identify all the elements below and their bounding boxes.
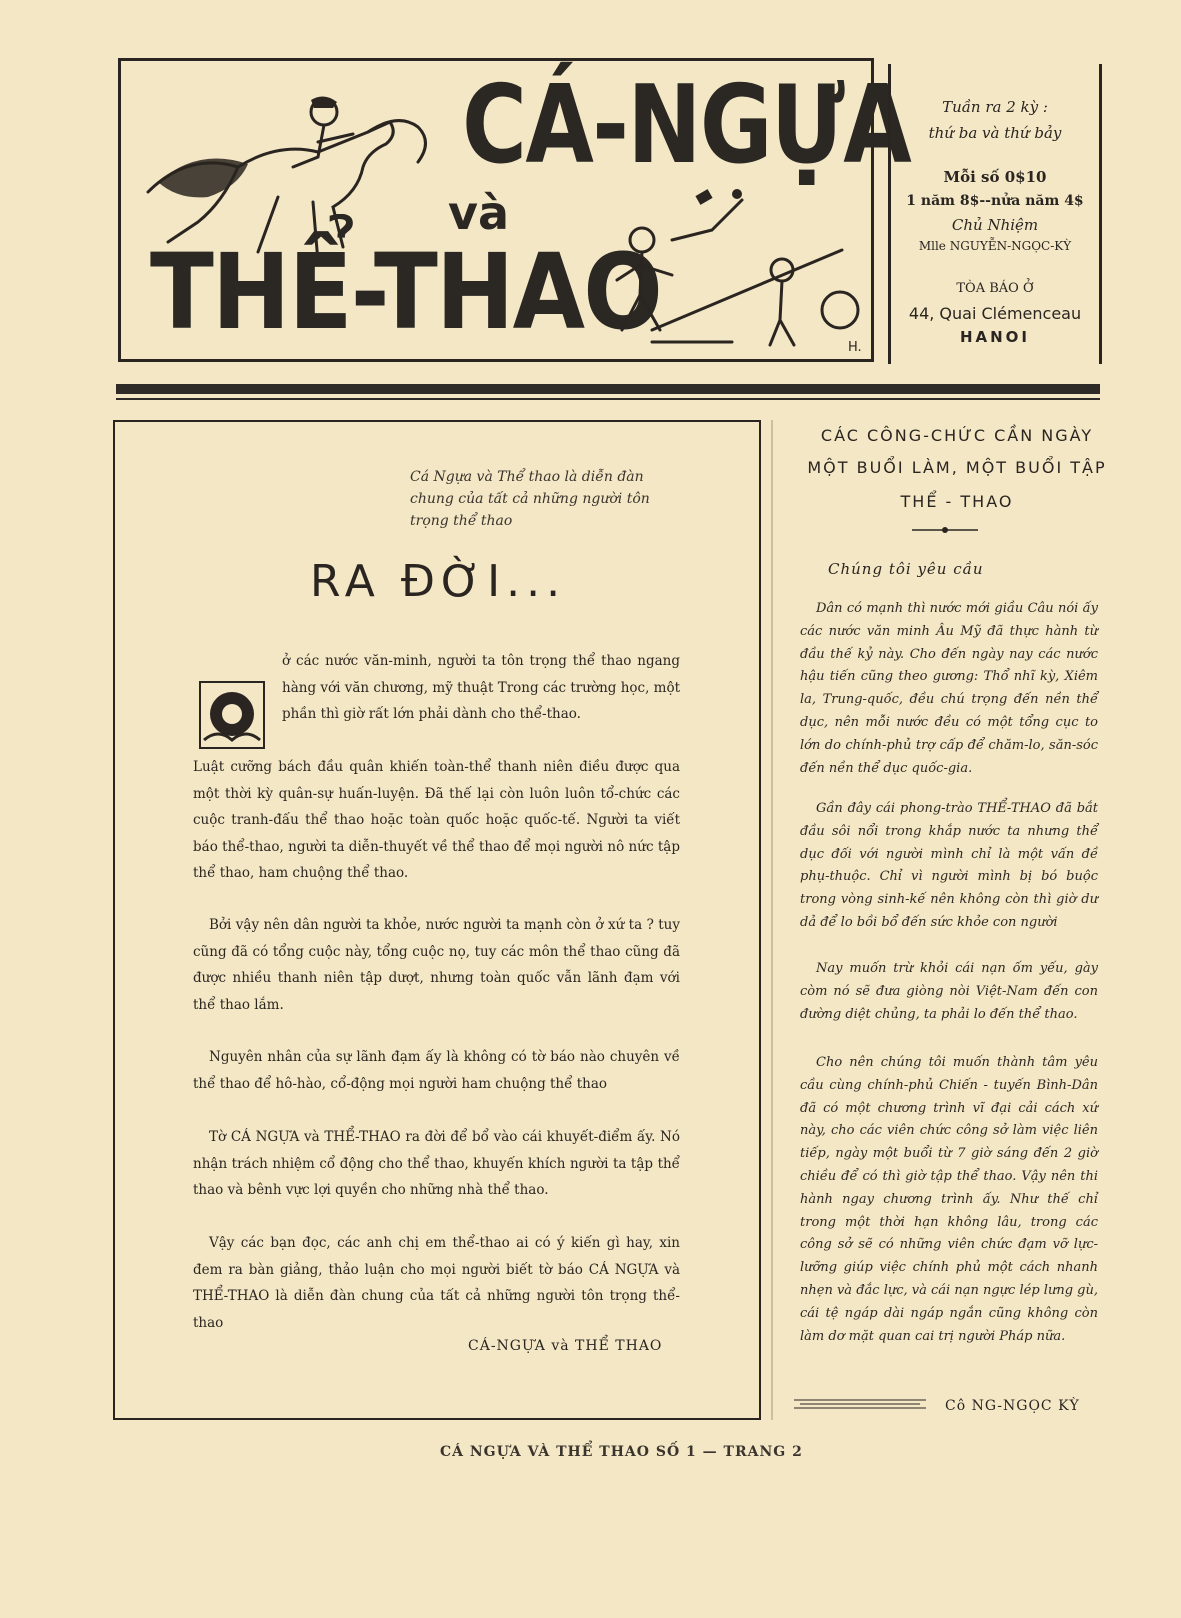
right-heading-line1: CÁC CÔNG-CHỨC CẦN NGÀY bbox=[820, 426, 1094, 445]
masthead-title-va: và bbox=[448, 186, 510, 240]
editorial-signature: CÁ-NGỰA và THỂ THAO bbox=[468, 1338, 663, 1354]
editorial-lede: Cá Ngựa và Thể thao là diễn đàn chung của tất cả những người tôn trọng thể thao bbox=[410, 469, 650, 529]
right-para-4: Cho nên chúng tôi muốn thành tâm yêu cầu cùng chính-phủ Chiến - tuyến Bình-Dân đã có một chương trình vĩ đại cải cách xứ này, cho các viên chức công sở làm việc liên tiếp, ngày một buổi từ 7 giờ sáng đến 2 giờ chiều để có thì giờ tập thể thao. Vậy nên thi hành ngay chương trình ấy. Như thế chỉ trong một thời hạn không lâu, trong các công sở sẽ có những viên chức đạm vỡ lực-lưỡng giúp việc chính phủ một cách nhanh nhẹn và đắc lực, và cái nạn ngực lép lưng gù, cái tệ ngáp dài ngáp ngắn cũng không còn làm dơ mặt quan cai trị người Pháp nữa. bbox=[800, 1055, 1098, 1344]
signature-flourish-icon bbox=[790, 1396, 930, 1412]
pole-vault-illustration bbox=[612, 180, 870, 350]
editorial-para-intro: ở các nước văn-minh, người ta tôn trọng thể thao ngang hàng với văn chương, mỹ thuật Trong các trường học, một phần thì giờ rất lớn phải dành cho thể-thao. bbox=[282, 653, 681, 722]
right-para-1: Dân có mạnh thì nước mới giầu Câu nói ấy các nước văn minh Âu Mỹ đã thực hành từ đầu thế kỷ này. Cho đến ngày nay các nước hậu tiến cũng theo gương: Thổ nhĩ kỳ, Xiêm la, Trung-quốc, đều chú trọng đến nền thể dục, nên mỗi nước đều có một tổng cục to lớn do chính-phủ trợ cấp để chăm-lo, săn-sóc đến nền thể dục quốc-gia. bbox=[800, 601, 1098, 776]
masthead-title-line2: THỂ-THAO bbox=[150, 231, 662, 353]
subscription: 1 năm 8$--nửa năm 4$ bbox=[906, 193, 1084, 209]
masthead-rule bbox=[116, 384, 1100, 394]
office-label: TÒA BÁO Ở bbox=[956, 281, 1034, 296]
ornament-divider-icon bbox=[910, 524, 980, 536]
issue-frequency: Tuần ra 2 kỳ : bbox=[942, 98, 1048, 116]
right-para-3: Nay muốn trừ khỏi cái nạn ốm yếu, gày còm nó sẽ đưa giòng nòi Việt-Nam đến con đường diệt chủng, ta phải lo đến thể thao. bbox=[800, 961, 1098, 1022]
editorial-para-3: Nguyên nhân của sự lãnh đạm ấy là không có tờ báo nào chuyên về thể thao để hô-hào, cổ-động mọi người ham chuộng thể thao bbox=[193, 1049, 680, 1092]
masthead-rule-thin bbox=[116, 398, 1100, 400]
right-heading-line2: MỘT BUỔI LÀM, MỘT BUỔI TẬP bbox=[807, 458, 1107, 477]
editorial-para-4: Tờ CÁ NGỰA và THỂ-THAO ra đời để bổ vào cái khuyết-điểm ấy. Nó nhận trách nhiệm cổ động cho thể thao, khuyến khích người ta tập thể thao và bênh vực lợi quyền cho những nhà thể thao. bbox=[193, 1129, 680, 1198]
editorial-para-5: Vậy các bạn đọc, các anh chị em thể-thao ai có ý kiến gì hay, xin đem ra bàn giảng, thảo luận cho mọi người biết tờ báo CÁ NGỰA và THỂ-THAO là diễn đàn chung của tất cả những người tôn trọng thể-thao bbox=[193, 1235, 680, 1331]
info-box bbox=[888, 64, 1102, 364]
column-divider bbox=[771, 420, 773, 1420]
page-footer: CÁ NGỰA VÀ THỂ THAO SỐ 1 — TRANG 2 bbox=[440, 1444, 803, 1460]
director-name: Mlle NGUYỄN-NGỌC-KỲ bbox=[918, 239, 1072, 253]
editorial-headline: RA ĐỜI... bbox=[310, 556, 567, 607]
editorial-para-1: Luật cưỡng bách đầu quân khiến toàn-thể thanh niên điều được qua một thời kỳ quân-sự huấn-luyện. Đã thế lại còn luôn luôn tổ-chức các cuộc tranh-đấu thể thao hoặc toàn quốc hoặc quốc-tế. Người ta viết báo thể-thao, người ta diễn-thuyết về thể thao để mọi người nô nức tập thể thao, ham chuộng thể thao. bbox=[193, 759, 680, 881]
artist-mark: H. bbox=[848, 340, 862, 355]
office-city: HANOI bbox=[959, 328, 1031, 346]
price: Mỗi số 0$10 bbox=[943, 168, 1047, 186]
right-para-2: Gần đây cái phong-trào THỂ-THAO đã bắt đầu sôi nổi trong khắp nước ta nhưng thể dục đối với người mình chỉ là một vấn đề phụ-thuộc. Chỉ vì người mình bị bó buộc trong vòng sinh-kế nên không còn thì giờ dư dả để lo bồi bổ đến sức khỏe con người bbox=[800, 801, 1098, 930]
editorial-para-2: Bởi vậy nên dân người ta khỏe, nước người ta mạnh còn ở xứ ta ? tuy cũng đã có tổng cuộc này, tổng cuộc nọ, tuy các môn thể thao cũng đã được nhiều thanh niên tập dượt, nhưng toàn quốc vẫn lãnh đạm với thể thao lắm. bbox=[193, 917, 680, 1013]
right-heading-line3: THỂ - THAO bbox=[900, 492, 1014, 511]
right-signature: Cô NG-NGỌC KỲ bbox=[945, 1398, 1080, 1414]
issue-days: thứ ba và thứ bảy bbox=[928, 124, 1062, 142]
right-subhead: Chúng tôi yêu cầu bbox=[828, 560, 984, 578]
office-address: 44, Quai Clémenceau bbox=[908, 304, 1082, 323]
director-label: Chủ Nhiệm bbox=[951, 216, 1039, 234]
dropcap-ornament-icon bbox=[198, 680, 266, 750]
masthead-title-line1: CÁ-NGỰA bbox=[462, 63, 911, 188]
